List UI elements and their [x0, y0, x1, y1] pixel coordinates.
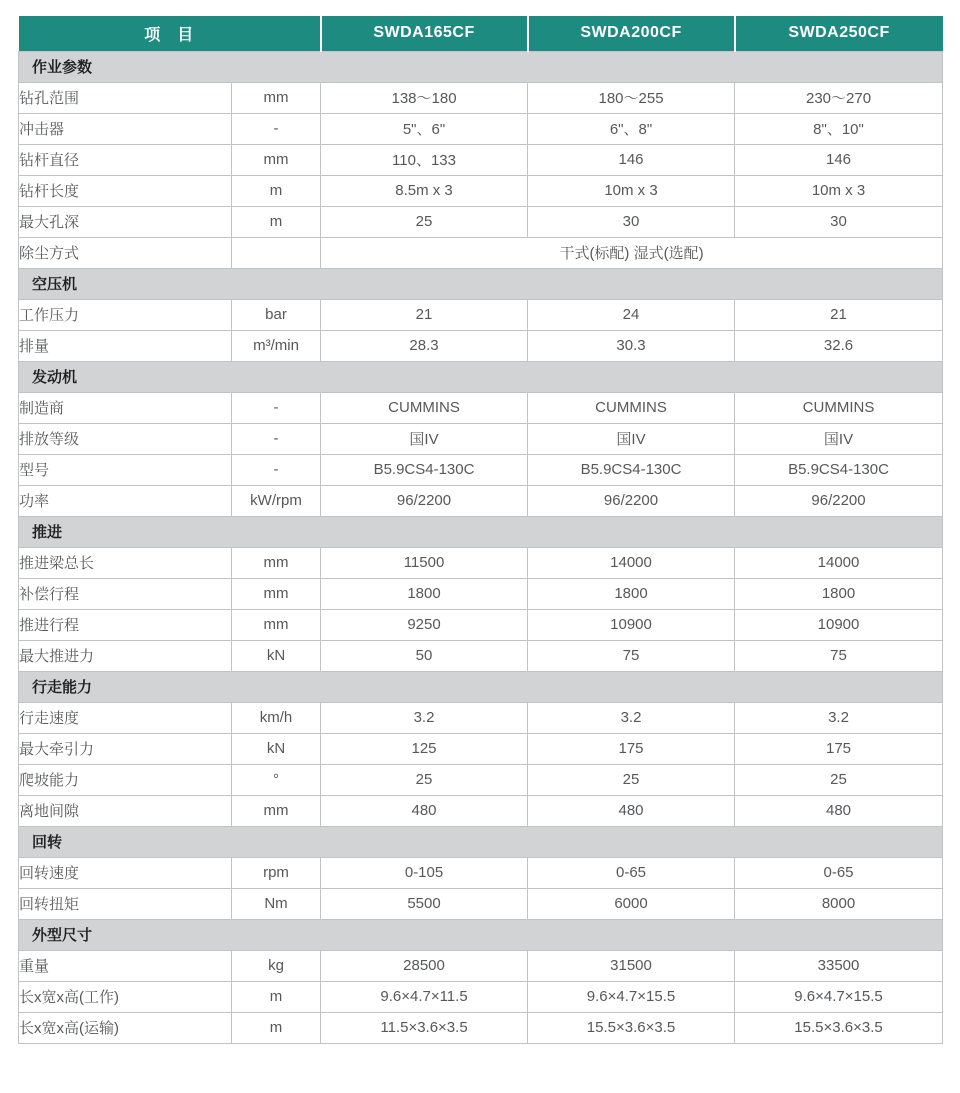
- row-label: 爬坡能力: [19, 764, 232, 795]
- table-row: [19, 888, 943, 919]
- row-value: 10m x 3: [528, 175, 735, 206]
- spec-table: [18, 16, 943, 1044]
- row-unit: -: [232, 454, 321, 485]
- row-label: 钻杆直径: [19, 144, 232, 175]
- table-header-row: [19, 16, 943, 51]
- row-value: 25: [321, 206, 528, 237]
- table-row: [19, 733, 943, 764]
- row-label: 离地间隙: [19, 795, 232, 826]
- row-label: 推进行程: [19, 609, 232, 640]
- row-value: 31500: [528, 950, 735, 981]
- row-value: 33500: [735, 950, 943, 981]
- row-value-merged: 干式(标配) 湿式(选配): [321, 237, 943, 268]
- row-value: 28500: [321, 950, 528, 981]
- row-label: 最大牵引力: [19, 733, 232, 764]
- row-value: CUMMINS: [321, 392, 528, 423]
- section-row: [19, 919, 943, 950]
- row-unit: m: [232, 175, 321, 206]
- row-value: B5.9CS4-130C: [321, 454, 528, 485]
- row-label: 除尘方式: [19, 237, 232, 268]
- section-title: 外型尺寸: [19, 919, 943, 950]
- row-value: 10m x 3: [735, 175, 943, 206]
- row-value: 国IV: [528, 423, 735, 454]
- row-label: 长x宽x高(运输): [19, 1012, 232, 1043]
- row-value: 25: [735, 764, 943, 795]
- row-value: 5"、6": [321, 113, 528, 144]
- row-value: B5.9CS4-130C: [735, 454, 943, 485]
- row-unit: m³/min: [232, 330, 321, 361]
- section-row: [19, 51, 943, 82]
- row-value: 175: [528, 733, 735, 764]
- row-value: 21: [735, 299, 943, 330]
- row-value: 5500: [321, 888, 528, 919]
- row-value: 25: [528, 764, 735, 795]
- row-value: 480: [321, 795, 528, 826]
- row-label: 重量: [19, 950, 232, 981]
- table-row: [19, 485, 943, 516]
- row-unit: rpm: [232, 857, 321, 888]
- row-unit: °: [232, 764, 321, 795]
- table-row: [19, 981, 943, 1012]
- row-value: 国IV: [735, 423, 943, 454]
- row-value: 96/2200: [528, 485, 735, 516]
- row-value: 14000: [528, 547, 735, 578]
- row-unit: mm: [232, 578, 321, 609]
- table-row: [19, 578, 943, 609]
- row-value: 3.2: [735, 702, 943, 733]
- row-unit: m: [232, 981, 321, 1012]
- row-value: 75: [735, 640, 943, 671]
- row-unit: mm: [232, 82, 321, 113]
- row-value: 15.5×3.6×3.5: [735, 1012, 943, 1043]
- row-value: 9.6×4.7×15.5: [528, 981, 735, 1012]
- table-row: [19, 206, 943, 237]
- section-title: 行走能力: [19, 671, 943, 702]
- row-value: 32.6: [735, 330, 943, 361]
- row-value: 480: [735, 795, 943, 826]
- table-row: [19, 950, 943, 981]
- row-value: 6"、8": [528, 113, 735, 144]
- row-label: 补偿行程: [19, 578, 232, 609]
- row-label: 最大推进力: [19, 640, 232, 671]
- table-row: [19, 113, 943, 144]
- row-unit: mm: [232, 609, 321, 640]
- row-value: 1800: [528, 578, 735, 609]
- row-unit: mm: [232, 547, 321, 578]
- row-value: 24: [528, 299, 735, 330]
- table-row: [19, 82, 943, 113]
- row-label: 排放等级: [19, 423, 232, 454]
- row-label: 功率: [19, 485, 232, 516]
- table-row: [19, 547, 943, 578]
- row-value: 11.5×3.6×3.5: [321, 1012, 528, 1043]
- row-value: 1800: [735, 578, 943, 609]
- row-value: CUMMINS: [735, 392, 943, 423]
- row-value: 96/2200: [321, 485, 528, 516]
- row-value: 11500: [321, 547, 528, 578]
- table-row: [19, 795, 943, 826]
- row-value: 0-65: [528, 857, 735, 888]
- row-unit: kW/rpm: [232, 485, 321, 516]
- section-row: [19, 671, 943, 702]
- row-label: 型号: [19, 454, 232, 485]
- row-value: 8"、10": [735, 113, 943, 144]
- row-value: 110、133: [321, 144, 528, 175]
- row-label: 冲击器: [19, 113, 232, 144]
- row-value: 21: [321, 299, 528, 330]
- row-value: 3.2: [528, 702, 735, 733]
- table-row: [19, 857, 943, 888]
- row-value: 9.6×4.7×11.5: [321, 981, 528, 1012]
- row-value: 8000: [735, 888, 943, 919]
- row-value: 96/2200: [735, 485, 943, 516]
- row-value: 50: [321, 640, 528, 671]
- row-value: 30: [735, 206, 943, 237]
- row-value: 3.2: [321, 702, 528, 733]
- section-row: [19, 826, 943, 857]
- row-unit: -: [232, 423, 321, 454]
- table-row: [19, 454, 943, 485]
- section-title: 推进: [19, 516, 943, 547]
- row-value: 15.5×3.6×3.5: [528, 1012, 735, 1043]
- row-label: 行走速度: [19, 702, 232, 733]
- row-value: 125: [321, 733, 528, 764]
- row-label: 钻杆长度: [19, 175, 232, 206]
- row-value: B5.9CS4-130C: [528, 454, 735, 485]
- row-value: 1800: [321, 578, 528, 609]
- table-row: [19, 237, 943, 268]
- table-row: [19, 144, 943, 175]
- row-label: 工作压力: [19, 299, 232, 330]
- row-value: 30.3: [528, 330, 735, 361]
- section-title: 空压机: [19, 268, 943, 299]
- table-row: [19, 702, 943, 733]
- row-unit: [232, 237, 321, 268]
- row-value: 6000: [528, 888, 735, 919]
- row-unit: Nm: [232, 888, 321, 919]
- row-value: 0-65: [735, 857, 943, 888]
- row-value: 28.3: [321, 330, 528, 361]
- table-row: [19, 175, 943, 206]
- row-value: 75: [528, 640, 735, 671]
- row-label: 推进梁总长: [19, 547, 232, 578]
- row-label: 制造商: [19, 392, 232, 423]
- table-row: [19, 423, 943, 454]
- row-value: 180～255: [528, 82, 735, 113]
- table-body: [19, 51, 943, 1043]
- header-model-swda165cf: SWDA165CF: [321, 16, 528, 51]
- table-row: [19, 1012, 943, 1043]
- header-model-swda200cf: SWDA200CF: [528, 16, 735, 51]
- row-label: 回转速度: [19, 857, 232, 888]
- row-value: 0-105: [321, 857, 528, 888]
- row-label: 长x宽x高(工作): [19, 981, 232, 1012]
- row-unit: m: [232, 1012, 321, 1043]
- row-unit: m: [232, 206, 321, 237]
- row-value: CUMMINS: [528, 392, 735, 423]
- row-value: 146: [528, 144, 735, 175]
- row-label: 回转扭矩: [19, 888, 232, 919]
- row-value: 30: [528, 206, 735, 237]
- row-value: 10900: [528, 609, 735, 640]
- row-value: 8.5m x 3: [321, 175, 528, 206]
- row-unit: bar: [232, 299, 321, 330]
- row-unit: -: [232, 392, 321, 423]
- section-row: [19, 361, 943, 392]
- table-row: [19, 764, 943, 795]
- section-row: [19, 516, 943, 547]
- table-row: [19, 392, 943, 423]
- row-unit: kg: [232, 950, 321, 981]
- row-unit: mm: [232, 144, 321, 175]
- header-model-swda250cf: SWDA250CF: [735, 16, 943, 51]
- table-row: [19, 299, 943, 330]
- row-value: 9250: [321, 609, 528, 640]
- row-value: 230～270: [735, 82, 943, 113]
- row-unit: mm: [232, 795, 321, 826]
- section-row: [19, 268, 943, 299]
- row-value: 国IV: [321, 423, 528, 454]
- section-title: 作业参数: [19, 51, 943, 82]
- row-value: 14000: [735, 547, 943, 578]
- table-row: [19, 640, 943, 671]
- row-unit: kN: [232, 733, 321, 764]
- row-label: 钻孔范围: [19, 82, 232, 113]
- row-label: 排量: [19, 330, 232, 361]
- row-value: 9.6×4.7×15.5: [735, 981, 943, 1012]
- row-value: 25: [321, 764, 528, 795]
- header-item-cell: 项 目: [19, 16, 321, 51]
- row-value: 146: [735, 144, 943, 175]
- row-unit: -: [232, 113, 321, 144]
- table-row: [19, 330, 943, 361]
- section-title: 回转: [19, 826, 943, 857]
- row-unit: km/h: [232, 702, 321, 733]
- table-row: [19, 609, 943, 640]
- row-value: 138～180: [321, 82, 528, 113]
- row-unit: kN: [232, 640, 321, 671]
- row-label: 最大孔深: [19, 206, 232, 237]
- row-value: 480: [528, 795, 735, 826]
- row-value: 175: [735, 733, 943, 764]
- row-value: 10900: [735, 609, 943, 640]
- section-title: 发动机: [19, 361, 943, 392]
